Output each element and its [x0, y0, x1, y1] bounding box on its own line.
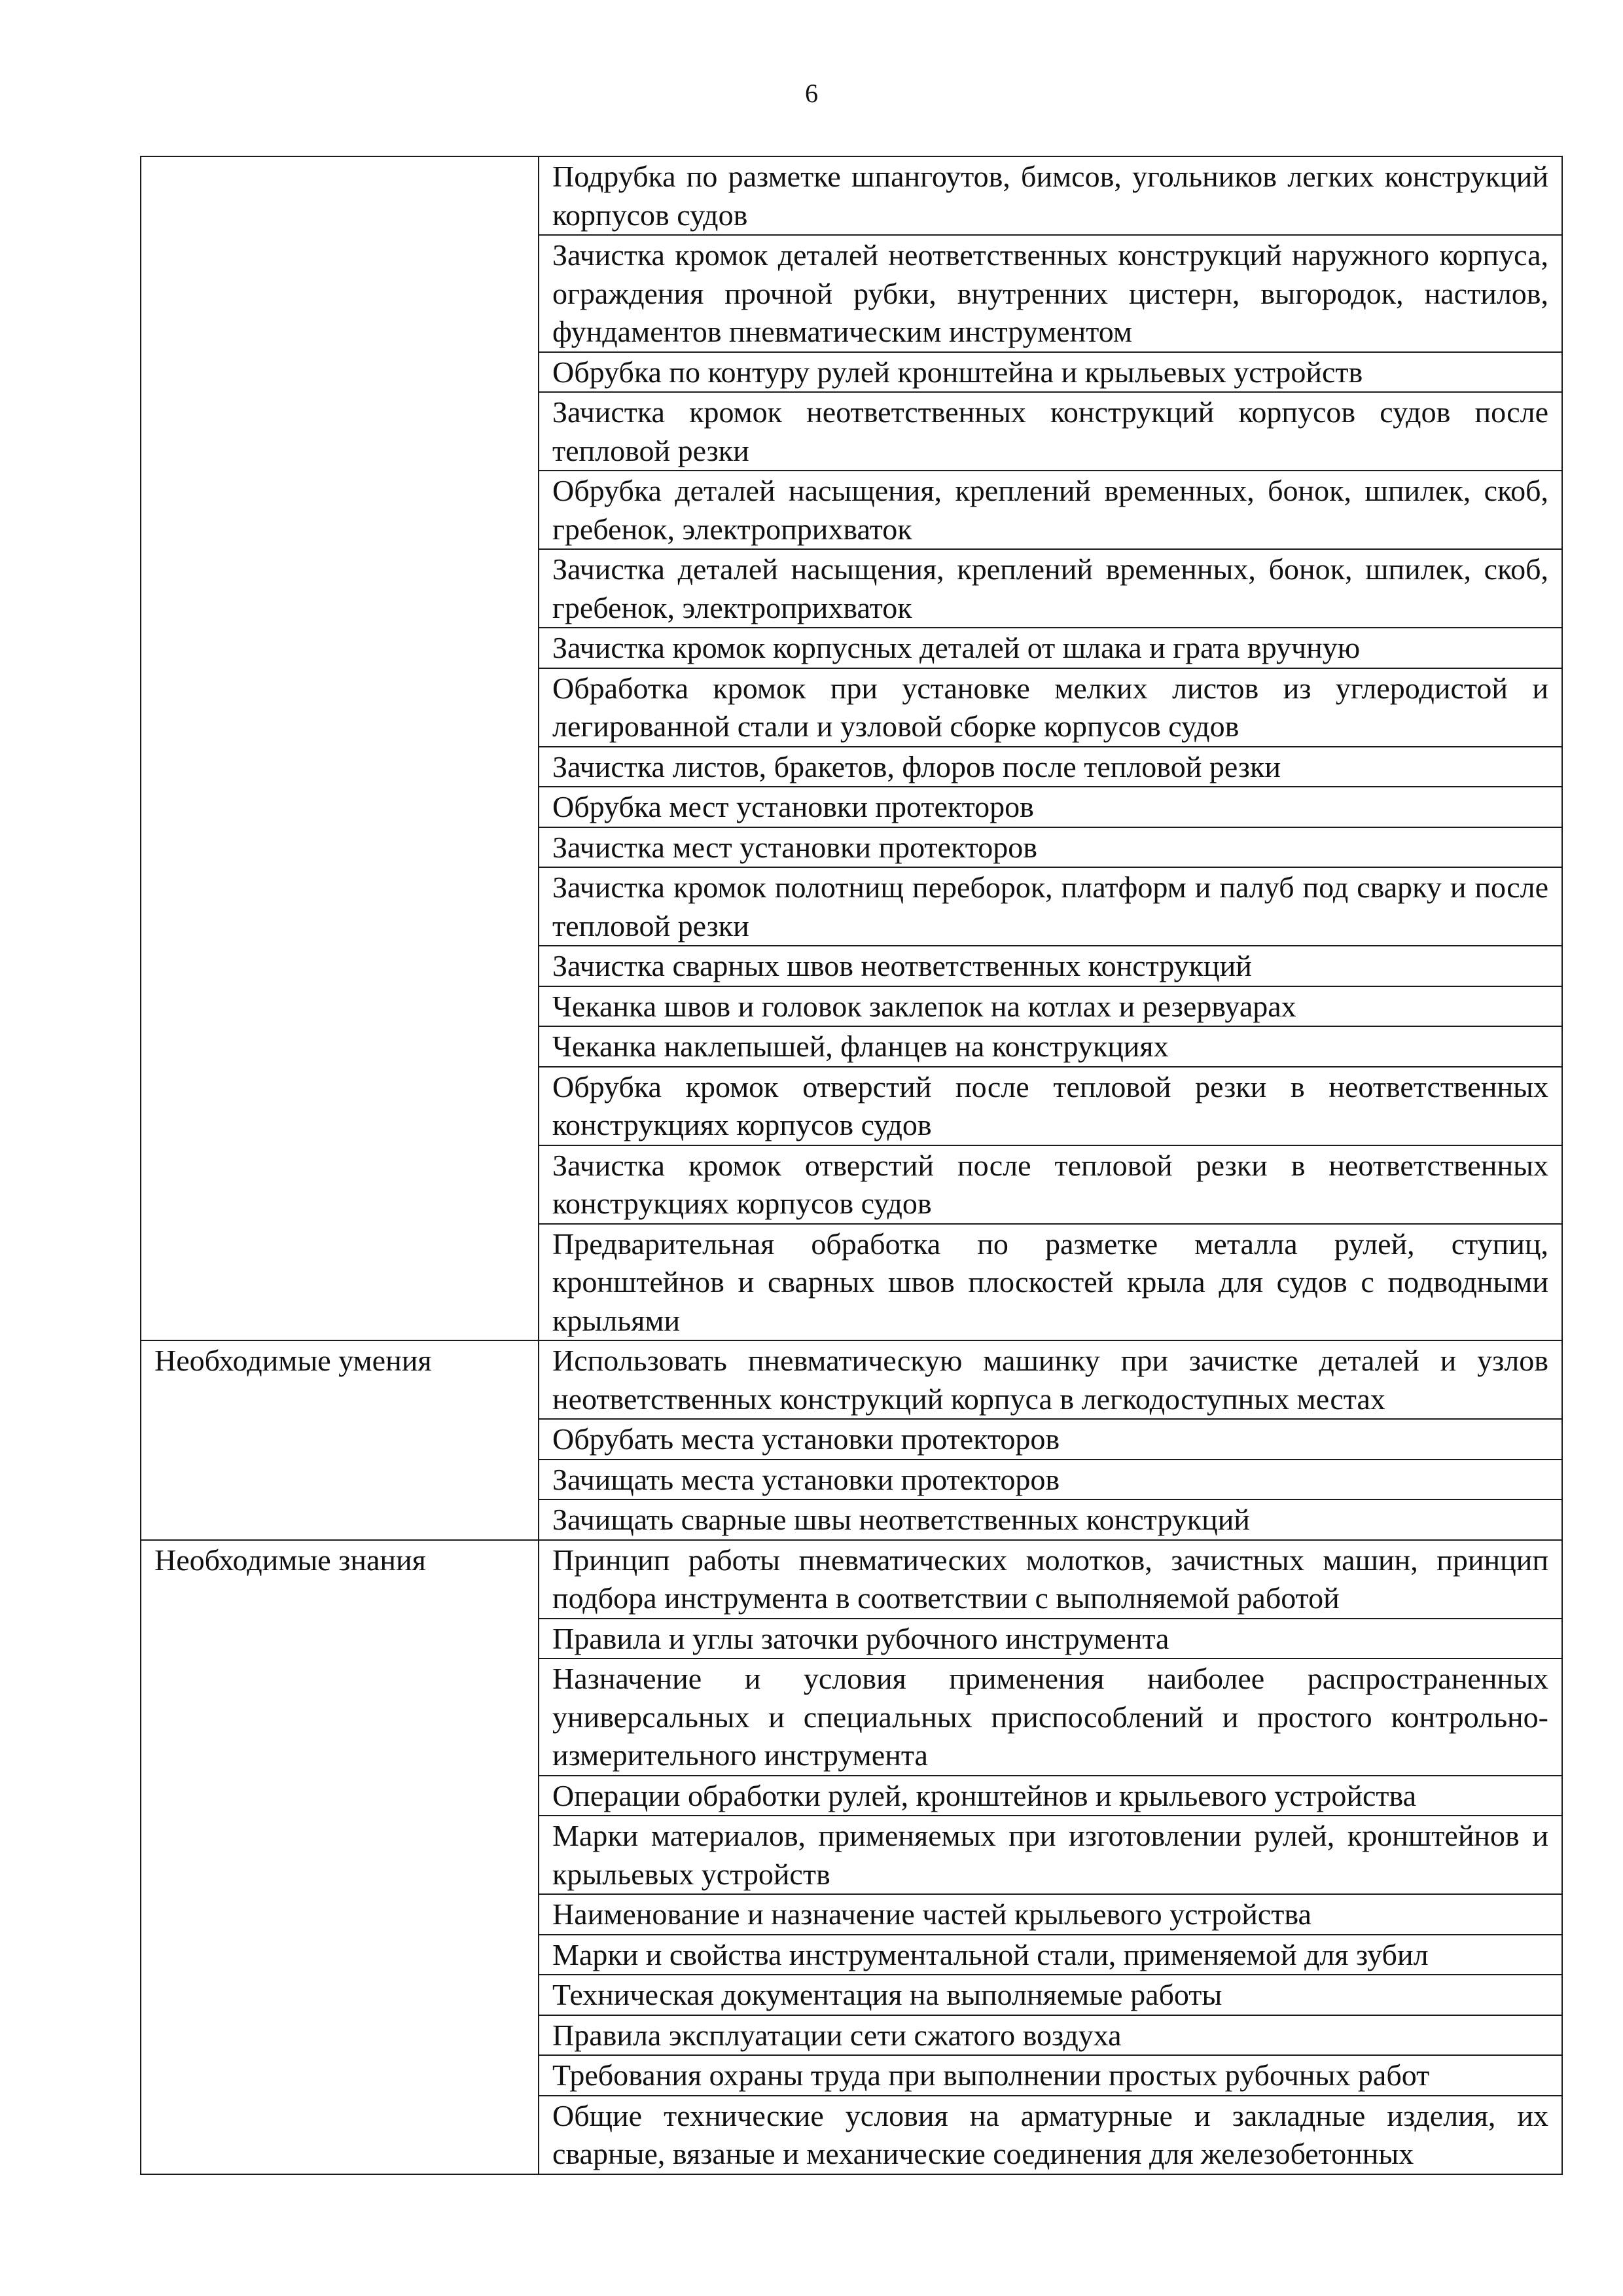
row-text: Требования охраны труда при выполнении простых рубочных работ — [539, 2055, 1562, 2096]
row-text: Общие технические условия на арматурные и закладные изделия, их сварные, вязаные и механические соединения для железобетонных — [539, 2096, 1562, 2174]
section-label-knowledge: Необходимые знания — [141, 1540, 539, 2174]
row-text: Обрубка по контуру рулей кронштейна и крыльевых устройств — [539, 352, 1562, 393]
row-text: Обработка кромок при установке мелких листов из углеродистой и легированной стали и узловой сборке корпусов судов — [539, 668, 1562, 747]
section-label-skills: Необходимые умения — [141, 1340, 539, 1540]
row-text: Правила эксплуатации сети сжатого воздуха — [539, 2015, 1562, 2056]
row-text: Использовать пневматическую машинку при зачистке деталей и узлов неответственных конструкций корпуса в легкодоступных местах — [539, 1340, 1562, 1419]
row-text: Обрубка кромок отверстий после тепловой резки в неответственных конструкциях корпусов судов — [539, 1067, 1562, 1145]
row-text: Марки и свойства инструментальной стали, применяемой для зубил — [539, 1935, 1562, 1975]
requirements-table — [140, 156, 1563, 2175]
row-text: Предварительная обработка по разметке металла рулей, ступиц, кронштейнов и сварных швов плоскостей крыла для судов с подводными крыльями — [539, 1224, 1562, 1341]
row-text: Зачистка кромок деталей неответственных конструкций наружного корпуса, ограждения прочной рубки, внутренних цистерн, выгородок, настилов, фундаментов пневматическим инструментом — [539, 235, 1562, 352]
page-number: 6 — [805, 79, 818, 108]
table-row — [141, 1540, 1562, 1619]
row-text: Подрубка по разметке шпангоутов, бимсов, угольников легких конструкций корпусов судов — [539, 156, 1562, 235]
table-row — [141, 156, 1562, 235]
row-text: Зачистка кромок корпусных деталей от шлака и грата вручную — [539, 628, 1562, 668]
row-text: Наименование и назначение частей крыльевого устройства — [539, 1894, 1562, 1935]
row-text: Правила и углы заточки рубочного инструмента — [539, 1619, 1562, 1659]
row-text: Зачистка мест установки протекторов — [539, 827, 1562, 868]
row-text: Зачистка кромок полотнищ переборок, платформ и палуб под сварку и после тепловой резки — [539, 867, 1562, 946]
row-text: Зачистка деталей насыщения, креплений временных, бонок, шпилек, скоб, гребенок, электроприхваток — [539, 549, 1562, 628]
row-text: Зачистка сварных швов неответственных конструкций — [539, 946, 1562, 986]
row-text: Принцип работы пневматических молотков, зачистных машин, принцип подбора инструмента в соответствии с выполняемой работой — [539, 1540, 1562, 1619]
row-text: Марки материалов, применяемых при изготовлении рулей, кронштейнов и крыльевых устройств — [539, 1816, 1562, 1894]
row-text: Обрубка деталей насыщения, креплений временных, бонок, шпилек, скоб, гребенок, электроприхваток — [539, 471, 1562, 549]
row-text: Зачистка кромок неответственных конструкций корпусов судов после тепловой резки — [539, 392, 1562, 471]
row-text: Чеканка швов и головок заклепок на котлах и резервуарах — [539, 986, 1562, 1027]
row-text: Обрубка мест установки протекторов — [539, 787, 1562, 827]
row-text: Техническая документация на выполняемые работы — [539, 1975, 1562, 2015]
row-text: Операции обработки рулей, кронштейнов и крыльевого устройства — [539, 1776, 1562, 1816]
row-text: Зачистка листов, бракетов, флоров после тепловой резки — [539, 747, 1562, 787]
table-row — [141, 1340, 1562, 1419]
row-text: Зачистка кромок отверстий после тепловой резки в неответственных конструкциях корпусов судов — [539, 1145, 1562, 1224]
row-text: Назначение и условия применения наиболее распространенных универсальных и специальных приспособлений и простого контрольно-измерительного инструмента — [539, 1659, 1562, 1776]
row-text: Зачищать места установки протекторов — [539, 1460, 1562, 1500]
row-text: Чеканка наклепышей, фланцев на конструкциях — [539, 1026, 1562, 1067]
section-label-continued — [141, 156, 539, 1340]
row-text: Зачищать сварные швы неответственных конструкций — [539, 1499, 1562, 1540]
row-text: Обрубать места установки протекторов — [539, 1419, 1562, 1460]
